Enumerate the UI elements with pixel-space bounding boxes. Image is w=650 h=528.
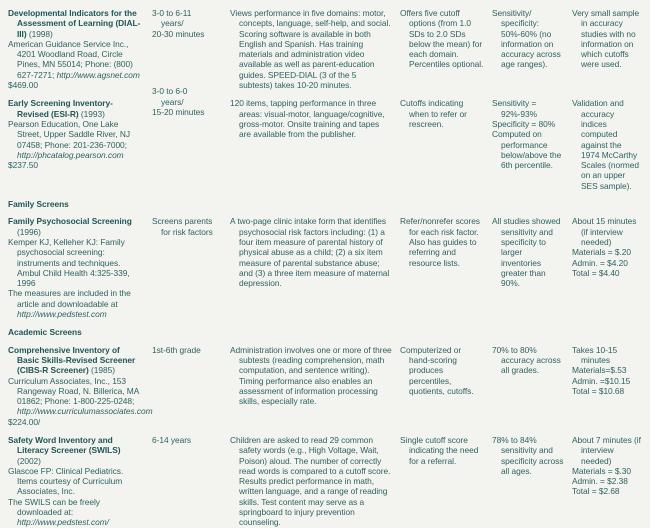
cell-description [230,216,400,319]
text-line [152,107,222,117]
cell-accuracy [492,8,572,90]
body-text: 120 items, tapping performance in three areas: visual-motor, language/cognitive, gross-motor. Onsite training and tapes are available from the publisher. [230,98,385,140]
cell-comments [572,345,650,427]
body-text: Curriculum Associates, Inc., 153 Rangeway Road, N. Billerica, MA 01862; Phone: 1-800-225-0248; [8,375,139,407]
body-text: Computed on performance below/above the 6th percentile. [492,129,562,171]
text-line [8,39,144,80]
text-line [8,345,144,376]
body-text: Total = $2.68 [572,486,620,497]
cell-accuracy [492,345,572,427]
table-row [8,216,650,319]
body-text: Administration involves one or more of three subtests (reading comprehension, math computation, and sentence writing). Timing performance also enables an assessment of information processing skills, especially rate. [230,344,392,407]
text-line [8,80,144,90]
body-text: Materials = $.20 [572,247,632,258]
body-text: Materials=$.53 [572,365,627,376]
body-text: A two-page clinic intake form that identifies psychosocial risk factors including: (1) a four item measure of parental history of physical abuse as a child; (2) a six item measure of parental substance abuse; and (3) a three item measure of maternal depression. [230,216,390,289]
body-text: American Guidance Service Inc., 4201 Woodland Road, Circle Pines, MN 55014; Phone: (800) 627-7271; [8,38,133,80]
body-text: Very small sample in accuracy studies with no information on which cutoffs were used. [572,8,640,70]
text-line [152,18,222,28]
body-text: (1996) [17,226,41,237]
body-text: 3-0 to 6-0 [152,86,188,97]
body-text: $224.00/ [8,416,41,427]
cell-instrument [8,345,152,427]
cell-age-time [152,345,230,427]
cell-comments [572,216,650,319]
cell-description [230,435,400,528]
table-row [8,8,650,90]
text-line [572,216,642,247]
cell-comments [572,8,650,90]
text-line [400,216,484,267]
text-line [572,486,642,496]
body-text: About 15 minutes (if interview needed) [572,216,637,247]
body-text: Takes 10-15 minutes [572,344,618,365]
text-line [8,8,144,39]
text-line [492,8,564,18]
body-text: Children are asked to read 29 common safety words (e.g., High Voltage, Wait, Poison) aloud. The number of correctly read words is compared to a cutoff score. Results predict performance in math, written language, and a range of reading skills. Test content may serve as a springboard to injury prevention counseling. [230,434,391,528]
text-line [572,376,642,386]
text-line [230,216,392,288]
body-text: 78% to 84% sensitivity and specificity across all ages. [492,434,564,476]
table-row [8,345,650,427]
text-line [492,435,564,476]
text-line [400,98,484,129]
body-text: Materials = $.30 [572,465,632,476]
body-text: Views performance in five domains: motor, concepts, language, self-help, and social. Scoring software is available in both English and Spanish. Has training materials and administration video available as well as parent-education guides. SPEED-DIAL (3 of the 5 subtests) takes 10-20 minutes. [230,8,391,91]
body-text: Offers five cutoff options (from 1.0 SDs to 2.0 SDs below the mean) for each domain. Percentiles optional. [400,8,484,70]
table-row [8,86,650,191]
text-line [8,466,144,497]
instrument-name: Family Psychosocial Screening [8,216,132,227]
body-text: Computerized or hand-scoring produces percentiles, quotients, cutoffs. [400,344,474,396]
text-line [572,345,642,366]
body-text: Pearson Education, One Lake Street, Upper Saddle River, NJ 07458; Phone: 201-236-7000; [8,118,131,150]
body-text: All studies showed sensitivity and specificity to larger inventories greater than 90%. [492,216,561,289]
cell-comments [572,435,650,528]
text-line [572,386,642,396]
body-text: $237.50 [8,160,38,171]
text-line [152,86,222,96]
body-text: 1st-6th grade [152,344,201,355]
text-line [400,435,484,466]
text-line [492,119,564,129]
text-line [152,216,222,226]
url-text: http://www.pedstest.com/ [17,517,109,528]
text-line [400,345,484,396]
table-row [8,435,650,528]
cell-cutoffs [400,98,492,191]
body-text: specificity: 50%-60% (no information on accuracy across age ranges). [501,18,561,70]
text-line [8,417,144,427]
cell-description [230,98,400,191]
text-line [572,435,642,466]
text-line [572,268,642,278]
body-text: Total = $4.40 [572,267,620,278]
text-line [152,97,222,107]
body-text: 70% to 80% accuracy across all grades. [492,344,561,376]
body-text: Total = $10.68 [572,385,625,396]
body-text: (1993) [78,108,105,119]
text-line [152,435,222,445]
body-text: years/ [161,96,184,107]
body-text: years/ [161,18,184,29]
cell-accuracy [492,98,572,191]
text-line [400,8,484,70]
body-text: (1985) [88,365,115,376]
text-line [572,247,642,257]
text-line [230,435,392,528]
text-line [152,227,222,237]
text-line [230,98,392,139]
cell-age-time [152,8,230,90]
body-text: 6-14 years [152,434,192,445]
text-line [572,8,642,70]
text-line [8,216,144,237]
text-line [8,497,144,528]
cell-age-time [152,216,230,319]
body-text: $469.00 [8,80,38,91]
text-line [152,8,222,18]
cell-instrument [8,8,152,90]
body-text: Screens parents [152,216,213,227]
cell-description [230,8,400,90]
text-line [8,160,144,170]
body-text: The SWILS can be freely downloaded at: [8,496,100,518]
body-text: 3-0 to 6-11 [152,8,192,18]
url-text: http://www.pedstest.com [17,309,107,320]
section-header: Family Screens [8,199,69,210]
body-text: (2002) [17,455,41,466]
cell-comments [572,98,650,191]
cell-cutoffs [400,216,492,319]
text-line [492,98,564,119]
body-text: (1998) [26,28,53,39]
text-line [152,29,222,39]
body-text: Single cutoff score indicating the need for a referral. [400,434,479,466]
text-line [230,345,392,407]
text-line [8,435,144,466]
text-line [8,375,153,417]
body-text: The measures are included in the article and downloadable at [8,288,131,309]
text-line [572,258,642,268]
text-line [492,345,564,376]
cell-description [230,345,400,427]
text-line [230,8,392,90]
text-line [572,365,642,375]
cell-accuracy [492,435,572,528]
text-line [8,119,144,160]
cell-instrument [8,435,152,528]
body-text: Validation and accuracy indices computed against the 1974 McCarthy Scales (normed on an upper SES sample). [572,98,639,191]
body-text: Specificity = 80% [492,118,556,129]
text-line [8,98,144,119]
instrument-name: Developmental Indicators for the Assessment of Learning (DIAL-III) [8,8,141,39]
text-line [492,129,564,170]
body-text: Cutoffs indicating when to refer or rescreen. [400,98,467,129]
body-text: 15-20 minutes [152,106,205,117]
cell-age-time [152,435,230,528]
body-text: Admin. = $4.20 [572,257,628,268]
instrument-name: Safety Word Inventory and Literacy Screener (SWILS) [8,434,121,456]
body-text: 20-30 minutes [152,28,205,39]
url-text: http://www.curriculumassociates.com [17,406,153,417]
cell-instrument [8,98,152,191]
instrument-name: Comprehensive Inventory of Basic Skills-Revised Screener (CIBS-R Screener) [8,344,136,376]
text-line [572,466,642,476]
table-body [8,8,650,528]
url-text: http://www.agsnet.com [56,69,140,80]
cell-cutoffs [400,435,492,528]
body-text: for risk factors [161,226,213,237]
cell-accuracy [492,216,572,319]
url-text: http://phcatalog.pearson.com [17,149,124,160]
body-text: Admin. =$10.15 [572,375,631,386]
cell-cutoffs [400,8,492,90]
cell-age-time [152,86,230,191]
cell-cutoffs [400,345,492,427]
text-line [8,237,144,288]
instrument-name: Early Screening Inventory-Revised (ESI-R) [8,98,113,119]
body-text: Sensitivity/ [492,8,532,18]
body-text: Kemper KJ, Kelleher KJ: Family psychosocial screening: instruments and techniques. Ambul Child Health 4:325-339, 1996 [8,236,130,289]
body-text: Glascoe FP: Clinical Pediatrics. Items courtesy of Curriculum Associates, Inc. [8,465,124,497]
body-text: Admin. = $2.38 [572,476,628,487]
text-line [572,476,642,486]
cell-instrument [8,216,152,319]
text-line [152,345,222,355]
text-line [492,216,564,288]
text-line [8,288,144,319]
section-header: Academic Screens [8,327,82,338]
body-text: Refer/nonrefer scores for each risk factor. Also has guides to referring and resource lists. [400,216,480,268]
text-line [572,98,642,191]
body-text: Sensitivity = 92%-93% [492,98,537,119]
body-text: About 7 minutes (if interview needed) [572,434,641,466]
text-line [492,18,564,69]
